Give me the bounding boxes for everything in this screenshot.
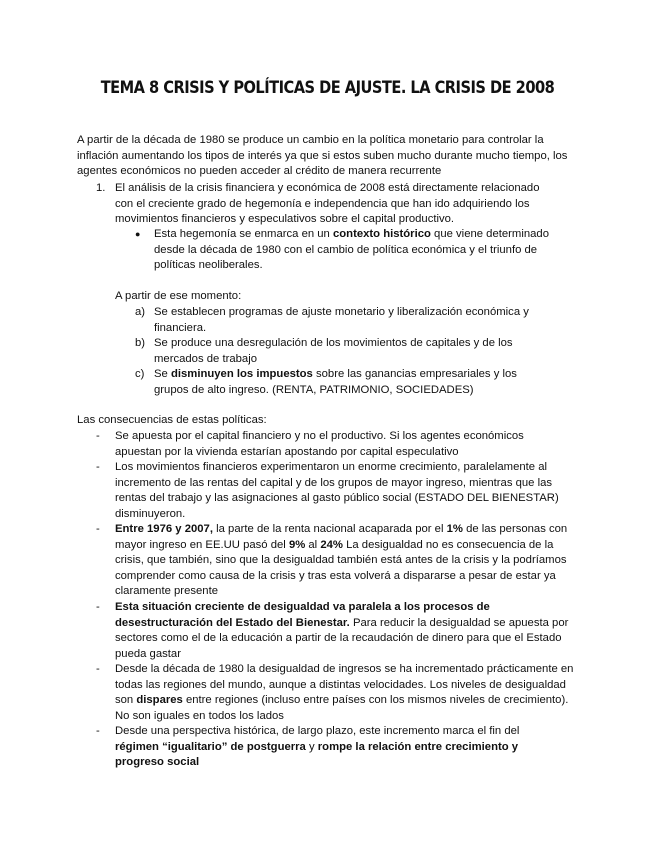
list-marker: 1. (96, 182, 106, 194)
list-item: Se disminuyen los impuestos sobre las ganancias empresariales y los grupos de alto ingreso. (RENTA, PATRIMONIO, SOCIEDADES) (154, 368, 517, 396)
intro-paragraph: A partir de la década de 1980 se produce un cambio en la política monetario para controlar la inflación aumentando los tipos de interés ya que si estos suben mucho durante mucho tiempo, los agentes económicos no pueden acceder al crédito de manera recurrente (77, 134, 568, 177)
list-marker: - (96, 430, 100, 442)
list-marker: - (96, 601, 100, 613)
list-item: Los movimientos financieros experimentaron un enorme crecimiento, paralelamente al incremento de las rentas del capital y de los grupos de mayor ingreso, mientras que las rentas del trabajo y las asignaciones al gasto público social (ESTADO DEL BIENESTAR) disminuyeron. (115, 461, 559, 520)
list-item: Desde la década de 1980 la desigualdad de ingresos se ha incrementado prácticamente en todas las regiones del mundo, aunque a distintas velocidades. Los niveles de desigualdad son dispares entre regiones (incluso entre países con los mismos niveles de crecimiento). No son iguales en todos los lados (115, 663, 574, 722)
list-marker: - (96, 663, 100, 675)
list-marker: a) (135, 306, 146, 318)
list-marker: - (96, 523, 100, 535)
list-marker: - (96, 461, 100, 473)
list-marker: - (96, 725, 100, 737)
bullet-marker: ● (135, 229, 141, 239)
list-item: Entre 1976 y 2007, la parte de la renta nacional acaparada por el 1% de las personas con mayor ingreso en EE.UU pasó del 9% al 24% La desigualdad no es consecuencia de la crisis, que también, sino que la desigualdad también está antes de la crisis y la podríamos comprender como causa de la crisis y tras esta volverá a dispararse a pesar de estar ya claramente presente (115, 523, 568, 597)
list-marker: c) (135, 368, 145, 380)
list-item: Se apuesta por el capital financiero y no el productivo. Si los agentes económicos apuestan por la vivienda estarían apostando por capital especulativo (115, 430, 524, 458)
list-item: Se produce una desregulación de los movimientos de capitales y de los mercados de trabajo (154, 337, 513, 365)
list-item: El análisis de la crisis financiera y económica de 2008 está directamente relacionado con el creciente grado de hegemonía e independencia que han ido adquiriendo los movimientos financieros y especulativos sobre el capital productivo. (115, 182, 540, 225)
page-title: TEMA 8 CRISIS Y POLÍTICAS DE AJUSTE. LA CRISIS DE 2008 (100, 78, 555, 98)
list-item: Desde una perspectiva histórica, de largo plazo, este incremento marca el fin del régimen “igualitario” de postguerra y rompe la relación entre crecimiento y progreso social (115, 725, 520, 768)
consequences-heading: Las consecuencias de estas políticas: (77, 414, 267, 426)
bullet-item: Esta hegemonía se enmarca en un contexto histórico que viene determinado desde la década de 1980 con el cambio de política económica y el triunfo de políticas neoliberales. (154, 228, 549, 271)
list-marker: b) (135, 337, 146, 349)
list-item: Esta situación creciente de desigualdad va paralela a los procesos de desestructuración del Estado del Bienestar. Para reducir la desigualdad se apuesta por sectores como el de la educación a partir de la recaudación de dinero para que el Estado pueda gastar (115, 601, 569, 660)
subheading: A partir de ese momento: (115, 290, 242, 302)
list-item: Se establecen programas de ajuste monetario y liberalización económica y financiera. (154, 306, 529, 334)
